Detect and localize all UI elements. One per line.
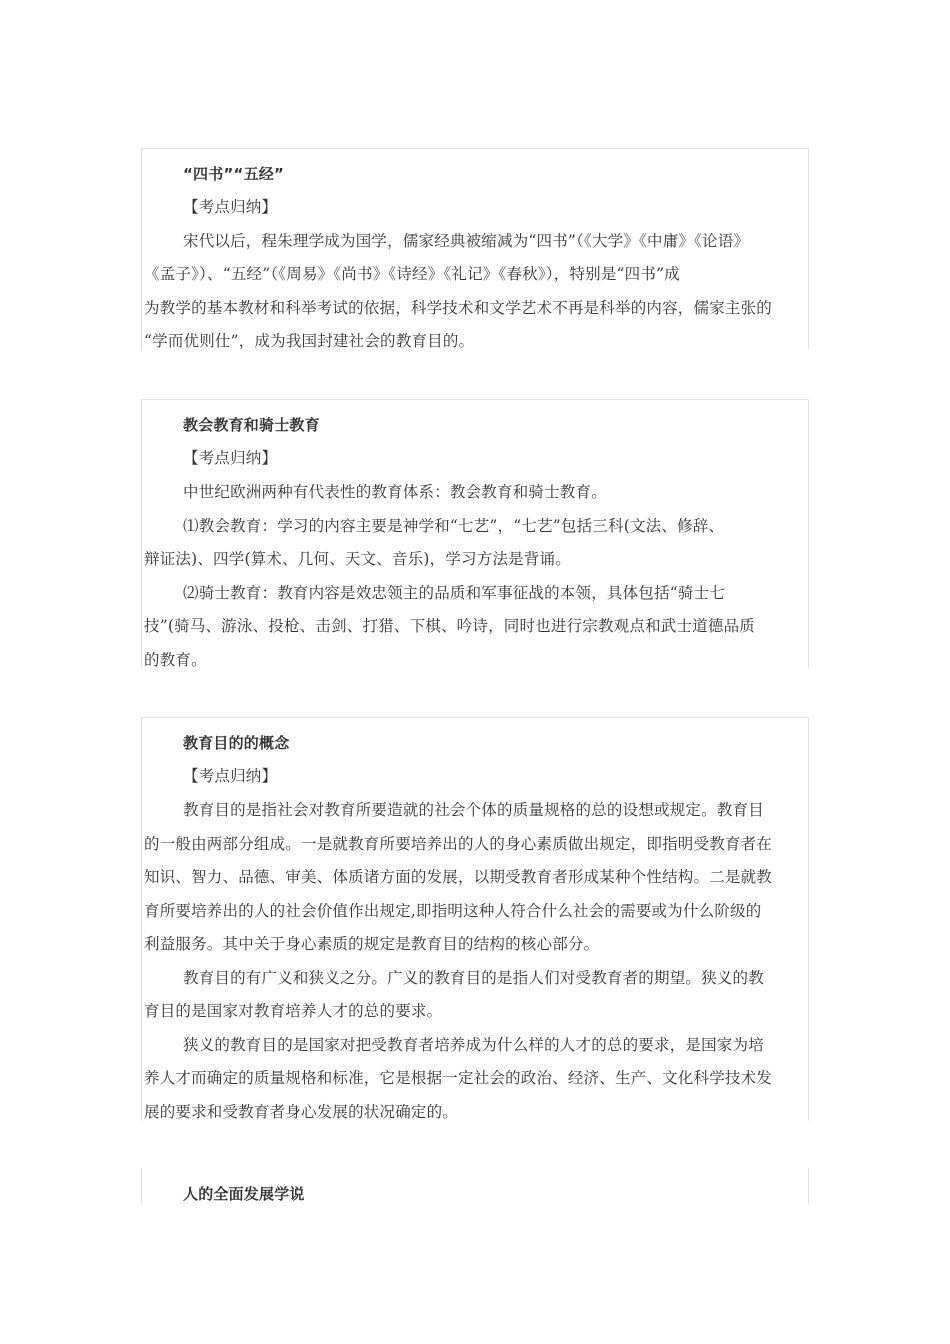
paragraph-line: 利益服务。其中关于身心素质的规定是教育目的结构的核心部分。	[144, 935, 600, 953]
paragraph-line: 育所要培养出的人的社会价值作出规定,即指明这种人符合什么社会的需要或为什么阶级的	[144, 902, 762, 920]
section-church-and-knight-education	[141, 399, 809, 669]
paragraph-line: 宋代以后，程朱理学成为国学，儒家经典被缩减为“四书”（《大学》《中庸》《论语》	[183, 232, 750, 250]
paragraph-line: 为教学的基本教材和科举考试的依据，科学技术和文学艺术不再是科举的内容，儒家主张的	[144, 299, 773, 317]
section-concept-of-educational-aims	[141, 717, 809, 1121]
section-title: 人的全面发展学说	[183, 1185, 305, 1203]
section-title: 教会教育和骑士教育	[183, 416, 320, 434]
section-tag: 【考点归纳】	[183, 449, 278, 467]
paragraph-line: 的一般由两部分组成。一是就教育所要培养出的人的身心素质做出规定，即指明受教育者在	[144, 835, 773, 853]
paragraph-line: 养人才而确定的质量规格和标准，它是根据一定社会的政治、经济、生产、文化科学技术发	[144, 1069, 773, 1087]
section-all-round-development-theory	[141, 1168, 809, 1205]
paragraph-line: 《孟子》）、“五经”（《周易》《尚书》《诗经》《礼记》《春秋》），特别是“四书”成	[144, 265, 680, 283]
paragraph-line: 育目的是国家对教育培养人才的总的要求。	[144, 1002, 443, 1020]
paragraph-line: 的教育。	[144, 651, 207, 669]
paragraph-line: 中世纪欧洲两种有代表性的教育体系：教会教育和骑士教育。	[183, 483, 607, 501]
paragraph-line: 展的要求和受教育者身心发展的状况确定的。	[144, 1103, 459, 1121]
paragraph-line: 知识、智力、品德、审美、体质诸方面的发展，以期受教育者形成某种个性结构。二是就教	[144, 868, 773, 886]
paragraph-line: “学而优则仕”，成为我国封建社会的教育目的。	[144, 332, 475, 350]
paragraph-line: 辩证法)、四学(算术、几何、天文、音乐)，学习方法是背诵。	[144, 550, 571, 568]
section-four-books-five-classics	[141, 148, 809, 350]
paragraph-line: ⑵骑士教育：教育内容是效忠领主的品质和军事征战的本领，具体包括“骑士七	[183, 584, 725, 602]
section-title: 教育目的的概念	[183, 734, 290, 752]
paragraph-line: ⑴教会教育：学习的内容主要是神学和“七艺”，“七艺”包括三科(文法、修辞、	[183, 517, 725, 535]
section-title: “四书”“五经”	[183, 165, 285, 183]
paragraph-line: 教育目的有广义和狭义之分。广义的教育目的是指人们对受教育者的期望。狭义的教	[183, 969, 764, 987]
section-tag: 【考点归纳】	[183, 198, 278, 216]
paragraph-line: 教育目的是指社会对教育所要造就的社会个体的质量规格的总的设想或规定。教育目	[183, 801, 764, 819]
paragraph-line: 狭义的教育目的是国家对把受教育者培养成为什么样的人才的总的要求，是国家为培	[183, 1036, 764, 1054]
section-tag: 【考点归纳】	[183, 767, 278, 785]
paragraph-line: 技”(骑马、游泳、投枪、击剑、打猎、下棋、吟诗，同时也进行宗教观点和武士道德品质	[144, 617, 755, 635]
